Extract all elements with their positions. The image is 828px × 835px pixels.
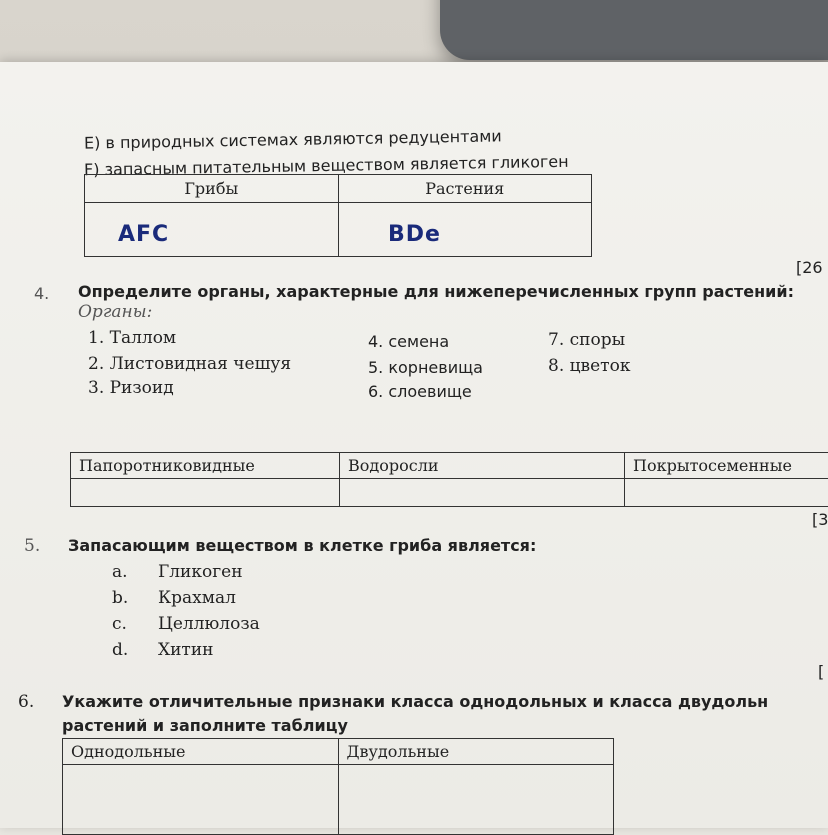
option-c-letter: c. — [112, 614, 127, 634]
task6-table — [62, 738, 614, 835]
organ-4: 4. семена — [368, 332, 449, 351]
header-angiosperms: Покрытосеменные — [625, 453, 828, 479]
device-edge — [440, 0, 828, 60]
header-monocots: Однодольные — [63, 739, 339, 765]
cell-ferns — [71, 479, 340, 507]
option-b-letter: b. — [112, 588, 128, 608]
option-a-letter: a. — [112, 562, 128, 582]
task6-number: 6. — [18, 692, 34, 712]
header-ferns: Папоротниковидные — [71, 453, 340, 479]
task6-question-line2: растений и заполните таблицу — [62, 716, 348, 735]
organ-8: 8. цветок — [548, 356, 630, 376]
option-a-text: Гликоген — [158, 562, 243, 582]
task3-line-e: Е) в природных системах являются редуцентами — [84, 126, 502, 152]
task6-question-line1: Укажите отличительные признаки класса однодольных и класса двудольн — [62, 692, 768, 711]
task4-question: Определите органы, характерные для нижеперечисленных групп растений: — [78, 282, 794, 301]
organ-3: 3. Ризоид — [88, 378, 174, 398]
option-d-letter: d. — [112, 640, 128, 660]
organ-1: 1. Таллом — [88, 328, 176, 348]
cell-algae — [340, 479, 625, 507]
task4-table — [70, 452, 828, 507]
task4-score: [3 — [812, 510, 828, 529]
task5-number: 5. — [24, 536, 40, 556]
option-d-text: Хитин — [158, 640, 214, 660]
organ-7: 7. споры — [548, 330, 625, 350]
header-dicots: Двудольные — [338, 739, 614, 765]
task4-organs-label: Органы: — [78, 302, 152, 322]
organ-5: 5. корневища — [368, 358, 483, 377]
option-b-text: Крахмал — [158, 588, 236, 608]
cell-monocots — [63, 765, 339, 835]
header-plants: Растения — [338, 175, 592, 203]
task4-number: 4. — [34, 284, 49, 303]
task3-line-f: F) запасным питательным веществом является гликоген — [84, 152, 569, 179]
cell-plants — [338, 203, 592, 257]
header-algae: Водоросли — [340, 453, 625, 479]
handwritten-plants-answer: BDe — [388, 222, 441, 247]
task5-question: Запасающим веществом в клетке гриба является: — [68, 536, 536, 555]
handwritten-fungi-answer: AFC — [118, 222, 169, 247]
cell-dicots — [338, 765, 614, 835]
option-c-text: Целлюлоза — [158, 614, 260, 634]
cell-angiosperms — [625, 479, 828, 507]
organ-2: 2. Листовидная чешуя — [88, 354, 291, 374]
organ-6: 6. слоевище — [368, 382, 472, 401]
task5-score: [ — [818, 662, 824, 681]
worksheet-paper — [0, 62, 828, 828]
header-fungi: Грибы — [85, 175, 339, 203]
task3-score: [26 — [796, 258, 823, 277]
